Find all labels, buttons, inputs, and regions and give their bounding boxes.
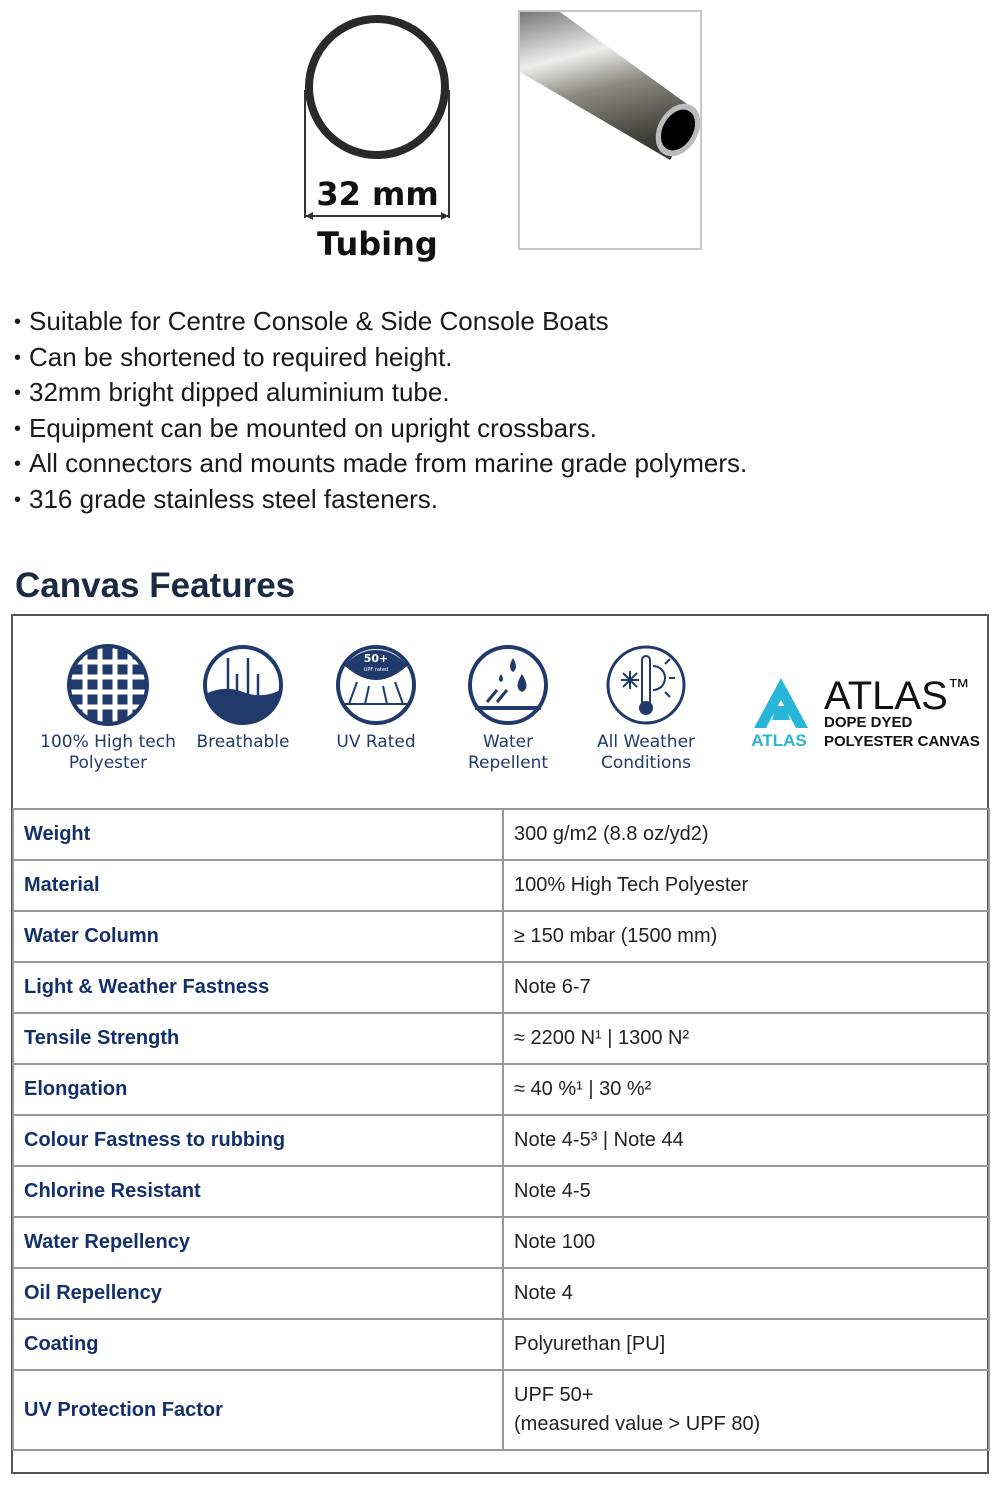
spec-value: Note 6-7 — [503, 962, 989, 1013]
table-row — [13, 1319, 989, 1370]
feature-all-weather: All Weather Conditions — [571, 644, 721, 774]
canvas-features-panel — [11, 614, 989, 1474]
table-row — [13, 1115, 989, 1166]
table-row — [13, 1370, 989, 1450]
tube-photo — [518, 10, 702, 250]
table-row — [13, 1166, 989, 1217]
table-row — [13, 962, 989, 1013]
spec-value-note: (measured value > UPF 80) — [514, 1413, 761, 1435]
feature-water-repellent: Water Repellent — [433, 644, 583, 774]
uv-icon — [335, 644, 417, 726]
spec-value: 300 g/m2 (8.8 oz/yd2) — [503, 809, 989, 860]
table-row — [13, 860, 989, 911]
spec-value: Note 4-5 — [503, 1166, 989, 1217]
spec-label: Chlorine Resistant — [13, 1166, 503, 1217]
spec-value: Polyurethan [PU] — [503, 1319, 989, 1370]
tubing-diagram — [300, 10, 455, 270]
spec-table — [12, 808, 990, 1451]
spec-label: Material — [13, 860, 503, 911]
bullet: • 316 grade stainless steel fasteners. — [14, 483, 747, 519]
spec-label: Tensile Strength — [13, 1013, 503, 1064]
svg-text:ATLAS: ATLAS — [751, 731, 807, 750]
table-row — [13, 911, 989, 962]
spec-label: Oil Repellency — [13, 1268, 503, 1319]
spec-value: Note 4 — [503, 1268, 989, 1319]
weather-icon — [605, 644, 687, 726]
breathable-icon — [202, 644, 284, 726]
feature-uv-rated: 50+ UPF rated UV Rated — [301, 644, 451, 753]
spec-label: Colour Fastness to rubbing — [13, 1115, 503, 1166]
water-drops-icon — [467, 644, 549, 726]
section-heading: Canvas Features — [15, 566, 296, 605]
feature-polyester: 100% High tech Polyester — [33, 644, 183, 774]
atlas-title: ATLAS — [824, 674, 948, 718]
bullet: • Suitable for Centre Console & Side Console Boats — [14, 305, 747, 341]
bullet: • All connectors and mounts made from marine grade polymers. — [14, 447, 747, 483]
bullet: • Equipment can be mounted on upright crossbars. — [14, 412, 747, 448]
spec-label: Light & Weather Fastness — [13, 962, 503, 1013]
table-row — [13, 1013, 989, 1064]
spec-label: Coating — [13, 1319, 503, 1370]
table-row — [13, 1268, 989, 1319]
spec-value: ≥ 150 mbar (1500 mm) — [503, 911, 989, 962]
tube-label: Tubing — [317, 225, 438, 263]
spec-value: Note 4-5³ | Note 44 — [503, 1115, 989, 1166]
spec-label: UV Protection Factor — [13, 1370, 503, 1450]
feature-breathable: Breathable — [168, 644, 318, 753]
atlas-mark-icon — [746, 676, 816, 751]
svg-text:UPF rated: UPF rated — [363, 667, 389, 673]
spec-value — [503, 1370, 989, 1450]
spec-label: Water Repellency — [13, 1217, 503, 1268]
atlas-logo: ATLAS ATLAS™ DOPE DYED POLYESTER CANVAS — [746, 676, 991, 756]
bullet: • 32mm bright dipped aluminium tube. — [14, 376, 747, 412]
spec-label: Water Column — [13, 911, 503, 962]
spec-value: ≈ 2200 N¹ | 1300 N² — [503, 1013, 989, 1064]
table-row — [13, 809, 989, 860]
feature-bullets — [14, 305, 747, 518]
spec-value: Note 100 — [503, 1217, 989, 1268]
spec-value-line: UPF 50+ — [514, 1384, 594, 1406]
table-row — [13, 1064, 989, 1115]
spec-value: 100% High Tech Polyester — [503, 860, 989, 911]
table-row — [13, 1217, 989, 1268]
spec-label: Elongation — [13, 1064, 503, 1115]
tube-size: 32 mm — [316, 175, 439, 213]
bullet: • Can be shortened to required height. — [14, 341, 747, 377]
grid-icon — [67, 644, 149, 726]
spec-value: ≈ 40 %¹ | 30 %² — [503, 1064, 989, 1115]
svg-text:50+: 50+ — [363, 652, 389, 665]
spec-label: Weight — [13, 809, 503, 860]
